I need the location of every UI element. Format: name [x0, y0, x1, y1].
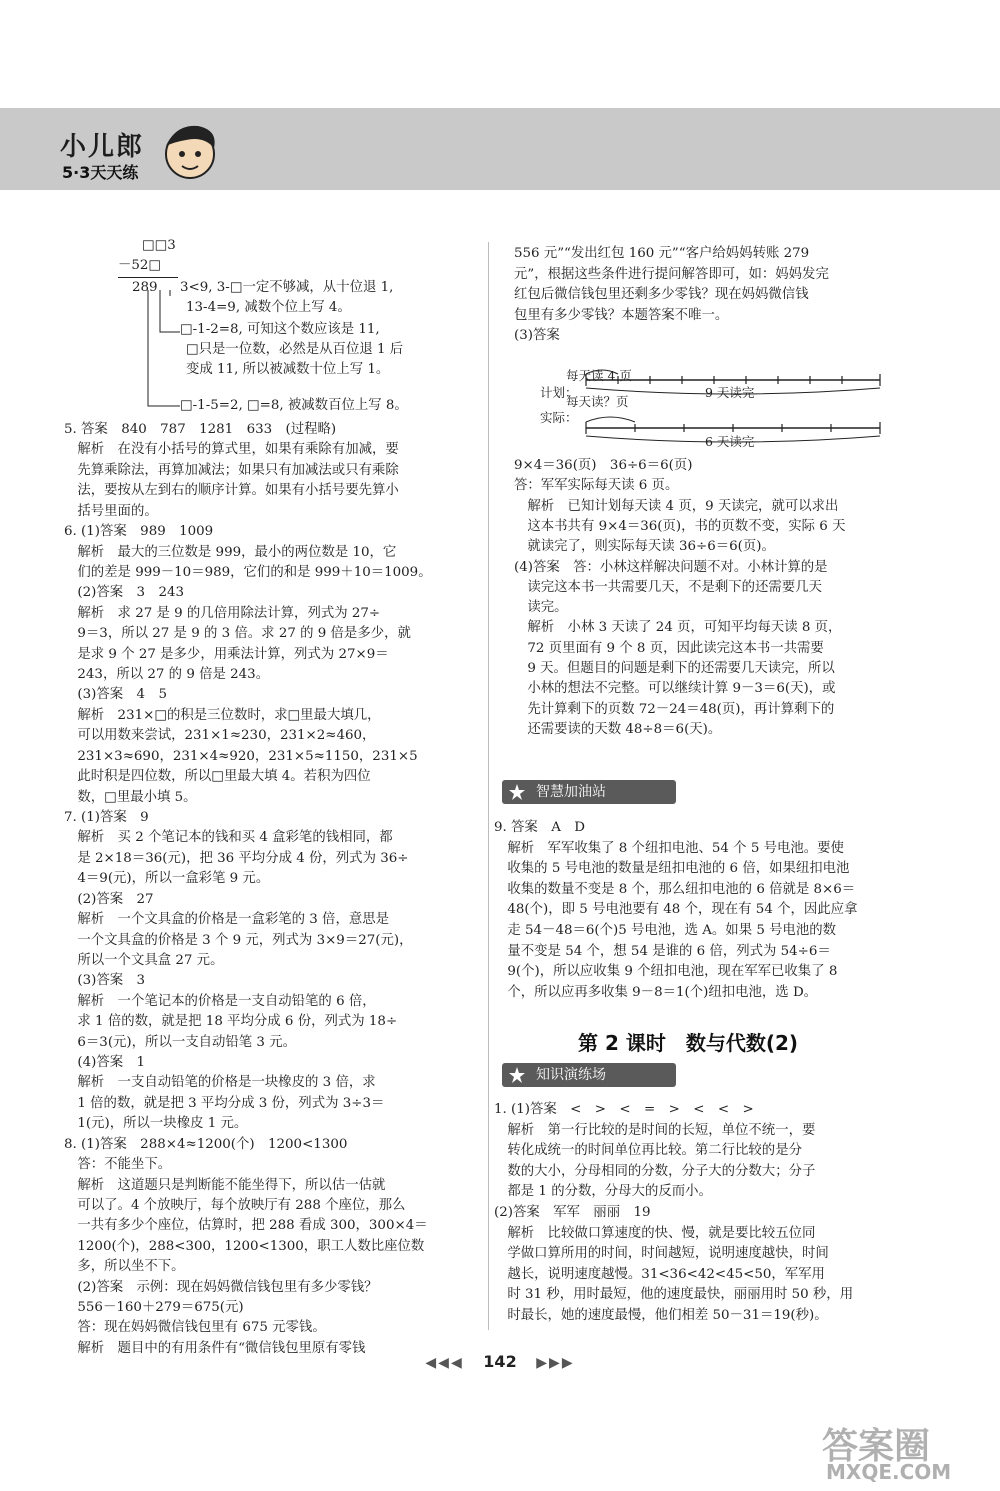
- text-line: 72 页里面有 9 个 8 页，因此读完这本书一共需要: [514, 640, 824, 656]
- text-line: 1200(个)，288<300，1200<1300，职工人数比座位数: [64, 1238, 425, 1254]
- logo-subtitle: 5·3天天练: [62, 163, 139, 182]
- actual-bottom-label: 6 天读完: [705, 434, 755, 449]
- text-line: 转化成统一的时间单位再比较。第二行比较的是分: [494, 1143, 802, 1159]
- calc-row-1: □□3: [142, 238, 176, 253]
- next-arrows-icon: ▶▶▶: [536, 1355, 575, 1371]
- text-line: 这本书共有 9×4＝36(页)，书的页数不变，实际 6 天: [514, 518, 846, 534]
- calc-note-3: □-1-2=8, 可知这个数应该是 11,: [180, 322, 380, 337]
- column-divider: [488, 242, 489, 1330]
- text-line: 学做口算所用的时间，时间越短，说明速度越快，时间: [494, 1246, 829, 1262]
- text-line: 6. (1)答案 989 1009: [64, 524, 214, 540]
- text-line: 包里有多少零钱？本题答案不唯一。: [514, 307, 729, 323]
- text-line: 一个文具盒的价格是 3 个 9 元，列式为 3×9＝27(元)，: [64, 932, 413, 948]
- page-number: 142: [483, 1352, 517, 1371]
- text-line: (4)答案 答：小林这样解决问题不对。小林计算的是: [514, 559, 828, 575]
- text-line: 括号里面的。: [64, 503, 158, 519]
- logo-title: 小儿郎: [60, 132, 145, 162]
- text-line: (3)答案 3: [64, 973, 146, 989]
- watermark-url: MXQE.COM: [826, 1460, 952, 1484]
- text-line: (2)答案 3 243: [64, 585, 184, 601]
- prev-arrows-icon: ◀◀◀: [425, 1355, 464, 1371]
- calc-note-1: 3<9, 3-□一定不够减，从十位退 1,: [180, 280, 394, 295]
- text-line: 可以用数来尝试，231×1≈230，231×2≈460，: [64, 728, 376, 744]
- calc-note-6: □-1-5=2, □=8, 被减数百位上写 8。: [180, 398, 408, 413]
- section-title-zhihui: 智慧加油站: [536, 784, 606, 800]
- star-icon: [508, 1066, 526, 1084]
- section-bar-zhishi: [502, 1063, 676, 1087]
- text-line: 5. 答案 840 787 1281 633 (过程略): [64, 422, 337, 437]
- text-line: 走 54－48＝6(个)5 号电池，选 A。如果 5 号电池的数: [494, 923, 837, 938]
- section-bar-zhihui: [502, 780, 676, 804]
- text-line: 48(个)，即 5 号电池要有 48 个，现在有 54 个，因此应拿: [494, 902, 858, 918]
- text-line: 先算乘除法，再算加减法；如果只有加减法或只有乘除: [64, 462, 399, 478]
- text-line: 读完。: [514, 600, 568, 616]
- text-line: 1. (1)答案 < > < = > < < >: [494, 1102, 754, 1117]
- text-line: 先计算剩下的页数 72－24＝48(页)，再计算剩下的: [514, 701, 835, 717]
- text-line: 数的大小，分母相同的分数，分子大的分数大；分子: [494, 1163, 816, 1179]
- text-line: 解析 一个文具盒的价格是一盒彩笔的 3 倍，意思是: [64, 912, 390, 928]
- text-line: 4＝9(元)，所以一盒彩笔 9 元。: [64, 871, 270, 887]
- text-line: 解析 买 2 个笔记本的钱和买 4 盒彩笔的钱相同，都: [64, 830, 393, 846]
- text-line: (4)答案 1: [64, 1055, 146, 1071]
- calc-arrows: [140, 290, 186, 410]
- text-line: 9 天。但题目的问题是剩下的还需要几天读完，所以: [514, 661, 835, 676]
- text-line: 数，□里最小填 5。: [64, 789, 197, 805]
- lesson-title: 第 2 课时 数与代数(2): [578, 1031, 799, 1055]
- text-line: 小林的想法不完整。可以继续计算 9－3＝6(天)，或: [514, 681, 836, 697]
- text-line: 量不变是 54 个，想 54 是谁的 6 倍，列式为 54÷6＝: [494, 943, 831, 959]
- calc-row-2: －52□: [118, 258, 162, 273]
- plan-bottom-label: 9 天读完: [705, 385, 755, 400]
- text-line: 读完这本书一共需要几天，不是剩下的还需要几天: [514, 579, 822, 595]
- text-line: 收集的数量不变是 8 个，那么纽扣电池的 6 倍就是 8×6＝: [494, 881, 856, 897]
- text-line: 就读完了，则实际每天读 36÷6＝6(页)。: [514, 539, 775, 555]
- text-line: 是 2×18＝36(元)，把 36 平均分成 4 份，列式为 36÷: [64, 850, 409, 866]
- text-line: 解析 这道题只是判断能不能坐得下，所以估一估就: [64, 1177, 386, 1193]
- text-line: 8. (1)答案 288×4≈1200(个) 1200<1300: [64, 1136, 348, 1152]
- text-line: 解析 已知计划每天读 4 页，9 天读完，就可以求出: [514, 498, 839, 514]
- actual-label: 实际：: [540, 410, 578, 425]
- text-line: 解析 题目中的有用条件有“微信钱包里原有零钱: [64, 1340, 366, 1356]
- text-line: 1 倍的数，就是把 3 平均分成 3 份，列式为 3÷3＝: [64, 1095, 385, 1111]
- text-line: 556 元”“发出红包 160 元”“客户给妈妈转账 279: [514, 246, 810, 261]
- text-line: 答：军军实际每天读 6 页。: [514, 478, 679, 494]
- text-line: 解析 军军收集了 8 个纽扣电池、54 个 5 号电池。要使: [494, 840, 844, 856]
- text-line: 元”，根据这些条件进行提问解答即可，如：妈妈发完: [514, 266, 829, 282]
- text-line: 9(个)，所以应收集 9 个纽扣电池，现在军军已收集了 8: [494, 964, 838, 980]
- page-footer: [0, 1352, 1000, 1371]
- text-line: 9×4＝36(页) 36÷6＝6(页): [514, 458, 693, 473]
- star-icon: [508, 783, 526, 801]
- plan-top-label: 每天读 4 页: [566, 368, 632, 383]
- text-line: 求 1 倍的数，就是把 18 平均分成 6 份，列式为 18÷: [64, 1014, 398, 1030]
- text-line: 解析 第一行比较的是时间的长短，单位不统一，要: [494, 1122, 816, 1138]
- text-line: 556－160＋279＝675(元): [64, 1300, 244, 1316]
- text-line: (3)答案: [514, 328, 560, 344]
- actual-top-label: 每天读？页: [566, 394, 629, 409]
- text-line: 解析 比较做口算速度的快、慢，就是要比较五位同: [494, 1225, 816, 1241]
- text-line: 解析 小林 3 天读了 24 页，可知平均每天读 8 页，: [514, 620, 842, 636]
- calc-note-2: 13-4=9, 减数个位上写 4。: [186, 300, 351, 315]
- watermark-logo: 答案圈: [822, 1426, 931, 1467]
- text-line: 1(元)，所以一块橡皮 1 元。: [64, 1116, 248, 1132]
- text-line: 7. (1)答案 9: [64, 809, 149, 825]
- text-line: 还需要读的天数 48÷8＝6(天)。: [514, 721, 722, 737]
- text-line: 都是 1 的分数，分母大的反而小。: [494, 1184, 712, 1200]
- text-line: 所以一个文具盒 27 元。: [64, 952, 224, 968]
- text-line: 解析 一个笔记本的价格是一支自动铅笔的 6 倍，: [64, 993, 376, 1009]
- text-line: 解析 在没有小括号的算式里，如果有乘除有加减，要: [64, 442, 399, 458]
- text-line: 多，所以坐不下。: [64, 1259, 185, 1275]
- text-line: 法，要按从左到右的顺序计算。如果有小括号要先算小: [64, 483, 399, 499]
- text-line: 解析 231×□的积是三位数时，求□里最大填几，: [64, 707, 381, 723]
- text-line: 9. 答案 A D: [494, 820, 586, 835]
- text-line: 红包后微信钱包里还剩多少零钱？现在妈妈微信钱: [514, 287, 809, 303]
- text-line: (2)答案 示例：现在妈妈微信钱包里有多少零钱？: [64, 1279, 378, 1295]
- text-line: 9＝3，所以 27 是 9 的 3 倍。求 27 的 9 倍是多少，就: [64, 626, 411, 642]
- text-line: 个，所以应再多收集 9－8＝1(个)纽扣电池，选 D。: [494, 984, 818, 1000]
- text-line: 243，所以 27 的 9 倍是 243。: [64, 667, 270, 683]
- calc-note-5: 变成 11, 所以被减数十位上写 1。: [186, 362, 390, 377]
- text-line: 231×3≈690，231×4≈920，231×5≈1150，231×5: [64, 748, 418, 764]
- text-line: 越长，说明速度越慢。31<36<42<45<50，军军用: [494, 1266, 825, 1282]
- text-line: (2)答案 27: [64, 891, 154, 907]
- text-line: 是求 9 个 27 是多少，用乘法计算，列式为 27×9＝: [64, 646, 389, 662]
- text-line: 一共有多少个座位，估算时，把 288 看成 300，300×4＝: [64, 1218, 428, 1234]
- text-line: 收集的 5 号电池的数量是纽扣电池的 6 倍，如果纽扣电池: [494, 861, 850, 877]
- text-line: (3)答案 4 5: [64, 687, 167, 703]
- plan-label: 计划：: [540, 385, 578, 400]
- text-line: 解析 求 27 是 9 的几倍用除法计算，列式为 27÷: [64, 605, 381, 621]
- calc-row-3: 289: [132, 280, 158, 295]
- text-line: 们的差是 999－10＝989，它们的和是 999＋10＝1009。: [64, 564, 432, 580]
- text-line: (2)答案 军军 丽丽 19: [494, 1205, 651, 1220]
- text-line: 答：不能坐下。: [64, 1157, 172, 1173]
- calc-note-4: □只是一位数，必然是从百位退 1 后: [186, 342, 404, 357]
- text-line: 答：现在妈妈微信钱包里有 675 元零钱。: [64, 1320, 326, 1336]
- text-line: 时最长，她的速度最慢，他们相差 50－31＝19(秒)。: [494, 1308, 828, 1323]
- text-line: 解析 最大的三位数是 999，最小的两位数是 10，它: [64, 544, 397, 560]
- text-line: 时 31 秒，用时最短，他的速度最快，丽丽用时 50 秒，用: [494, 1287, 854, 1303]
- text-line: 此时积是四位数，所以□里最大填 4。若积为四位: [64, 769, 371, 785]
- text-line: 解析 一支自动铅笔的价格是一块橡皮的 3 倍，求: [64, 1075, 376, 1091]
- text-line: 可以了。4 个放映厅，每个放映厅有 288 个座位，那么: [64, 1197, 406, 1213]
- section-title-zhishi: 知识演练场: [536, 1067, 606, 1083]
- text-line: 6＝3(元)，所以一支自动铅笔 3 元。: [64, 1034, 296, 1050]
